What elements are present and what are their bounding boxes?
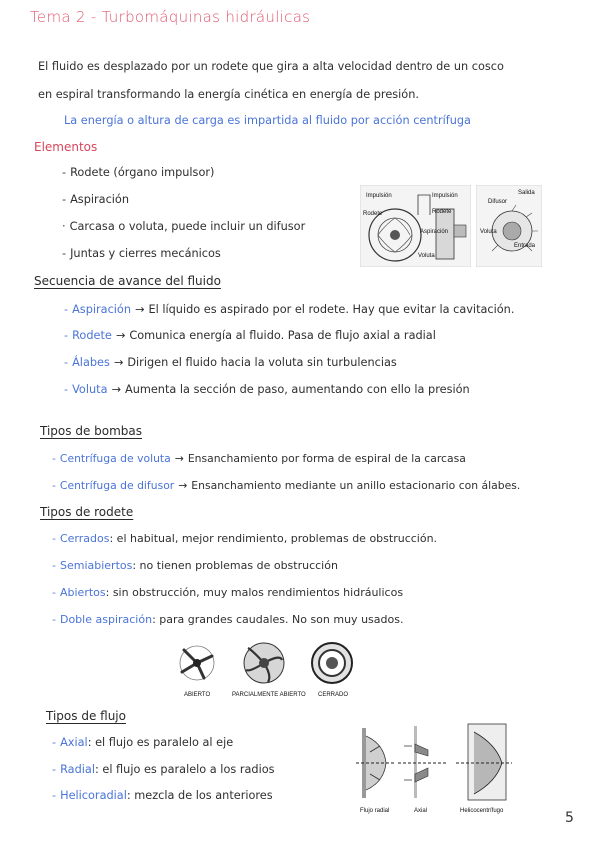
elementos-item: - Rodete (órgano impulsor) (62, 166, 215, 179)
rodete-item: - Abiertos: sin obstrucción, muy malos rendimientos hidráulicos (52, 586, 404, 599)
intro-line-2: en espiral transformando la energía cinética en energía de presión. (38, 88, 419, 101)
pump-label: Impulsión (366, 193, 392, 199)
pump-label: Entrada (514, 243, 536, 249)
flow-caption: Axial (414, 808, 428, 814)
flujo-item: - Radial: el flujo es paralelo a los radios (52, 763, 275, 776)
open-impeller-icon (180, 646, 214, 680)
page-title: Tema 2 - Turbomáquinas hidráulicas (30, 8, 311, 26)
pump-label: Rodete (432, 209, 452, 215)
rodete-item: - Cerrados: el habitual, mejor rendimiento, problemas de obstrucción. (52, 532, 438, 545)
pump-label: Salida (518, 190, 535, 196)
rodete-item: - Semiabiertos: no tienen problemas de obstrucción (52, 559, 338, 572)
impeller-caption: PARCIALMENTE ABIERTO (232, 692, 306, 698)
flujo-heading: Tipos de flujo (46, 709, 126, 723)
mixed-flow-icon (456, 724, 512, 800)
pump-label: Aspiración (420, 229, 449, 235)
pump-volute-diagram (360, 185, 471, 267)
intro-highlight: La energía o altura de carga es impartida al fluido por acción centrífuga (64, 114, 471, 127)
pump-label: Rodete (363, 211, 383, 217)
secuencia-item: - Aspiración → El líquido es aspirado por el rodete. Hay que evitar la cavitación. (64, 303, 515, 316)
page-number: 5 (565, 810, 574, 826)
elementos-item: - Juntas y cierres mecánicos (62, 247, 221, 260)
flujo-item: - Axial: el flujo es paralelo al eje (52, 736, 234, 749)
impeller-caption: ABIERTO (184, 692, 211, 698)
elementos-item: · Carcasa o voluta, puede incluir un difusor (62, 220, 306, 233)
semi-open-impeller-icon (244, 643, 284, 683)
bombas-item: - Centrífuga de difusor → Ensanchamiento mediante un anillo estacionario con álabes. (52, 479, 521, 492)
pump-label: Difusor (488, 199, 508, 205)
impeller-caption: CERRADO (318, 692, 349, 698)
secuencia-item: - Voluta → Aumenta la sección de paso, aumentando con ello la presión (64, 383, 470, 396)
flujo-item: - Helicoradial: mezcla de los anteriores (52, 789, 273, 802)
elementos-item: - Aspiración (62, 193, 129, 206)
secuencia-item: - Álabes → Dirigen el fluido hacia la voluta sin turbulencias (64, 356, 397, 369)
flow-caption: Helicocentrífugo (460, 808, 504, 814)
pump-label: Impulsión (432, 193, 458, 199)
secuencia-item: - Rodete → Comunica energía al fluido. Pasa de flujo axial a radial (64, 329, 436, 342)
elementos-heading: Elementos (34, 140, 98, 154)
bombas-heading: Tipos de bombas (40, 424, 143, 438)
pump-diffuser-diagram (476, 185, 542, 267)
flow-caption: Flujo radial (360, 808, 390, 814)
flow-types-diagram (356, 716, 512, 820)
pump-label: Voluta (480, 229, 497, 235)
pump-label: Voluta (418, 253, 435, 259)
rodete-item: - Doble aspiración: para grandes caudales. No son muy usados. (52, 613, 404, 626)
secuencia-heading: Secuencia de avance del fluido (34, 274, 221, 288)
intro-line-1: El fluido es desplazado por un rodete que gira a alta velocidad dentro de un cosco (38, 60, 504, 73)
radial-flow-icon (356, 728, 396, 798)
impeller-types-diagram (172, 638, 362, 702)
bombas-item: - Centrífuga de voluta → Ensanchamiento por forma de espiral de la carcasa (52, 452, 466, 465)
rodete-heading: Tipos de rodete (40, 505, 134, 519)
closed-impeller-icon (312, 643, 352, 683)
axial-flow-icon (398, 726, 448, 798)
